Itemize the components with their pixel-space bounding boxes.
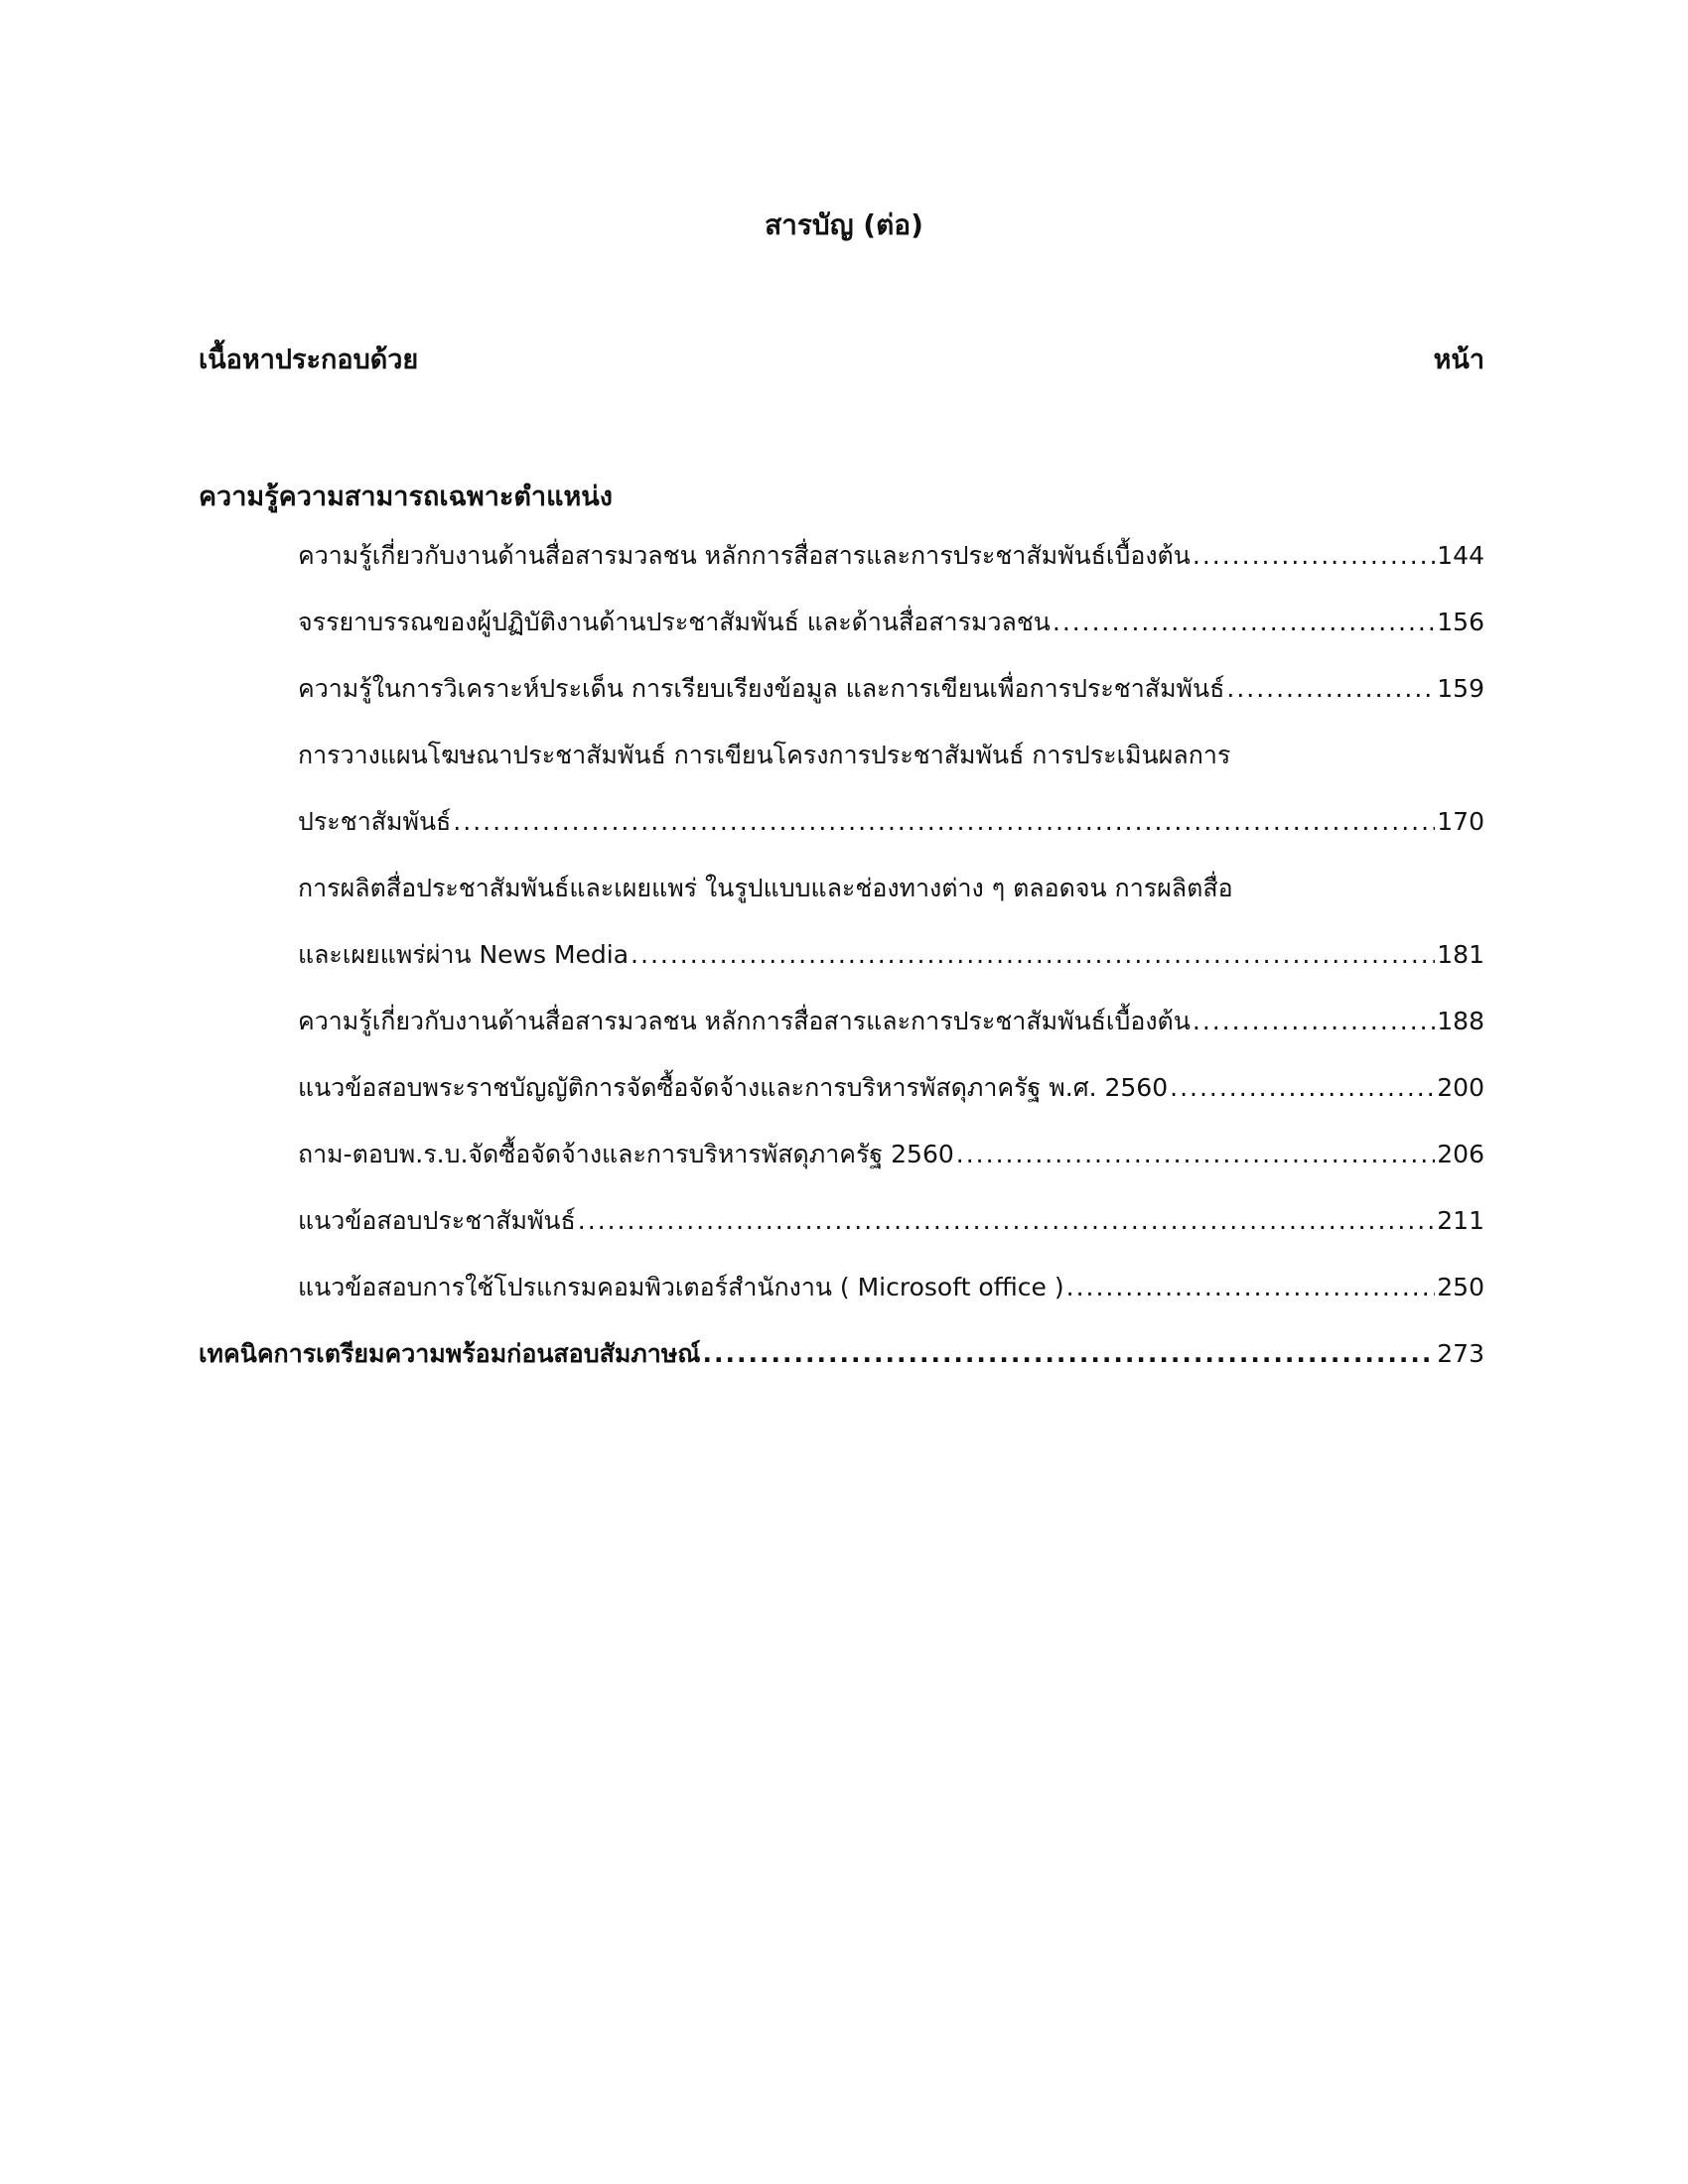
toc-entry-page: 156	[1437, 608, 1484, 636]
toc-entry-page: 181	[1437, 940, 1484, 969]
toc-entry-first-line	[0, 869, 1688, 935]
toc-entry	[0, 1002, 1688, 1068]
toc-entry-text: และเผยแพร่ผ่าน News Media	[298, 940, 630, 969]
dot-leader	[453, 802, 1435, 842]
toc-entry-text: ความรู้เกี่ยวกับงานด้านสื่อสารมวลชน หลักการสื่อสารและการประชาสัมพันธ์เบื้องต้น	[298, 541, 1191, 570]
toc-entry-top-level	[0, 1334, 1688, 1401]
toc-entry	[0, 669, 1688, 736]
toc-entry-text: ถาม-ตอบพ.ร.บ.จัดซื้อจัดจ้างและการบริหารพัสดุภาครัฐ 2560	[298, 1140, 954, 1168]
dot-leader	[1226, 669, 1435, 709]
toc-entry-text: แนวข้อสอบประชาสัมพันธ์	[298, 1206, 576, 1235]
toc-entry-page: 206	[1437, 1140, 1484, 1168]
toc-entry-text: การวางแผนโฆษณาประชาสัมพันธ์ การเขียนโครงการประชาสัมพันธ์ การประเมินผลการ	[298, 741, 1231, 769]
dot-leader	[1193, 1002, 1435, 1041]
toc-entry	[0, 1135, 1688, 1201]
toc-entry	[0, 536, 1688, 603]
toc-entry	[0, 603, 1688, 669]
toc-entry-page: 170	[1437, 807, 1484, 836]
toc-entry	[0, 1268, 1688, 1334]
toc-entry	[0, 1201, 1688, 1268]
toc-entry-text: การผลิตสื่อประชาสัมพันธ์และเผยแพร่ ในรูปแบบและช่องทางต่าง ๆ ตลอดจน การผลิตสื่อ	[298, 874, 1233, 902]
contents-header-label: เนื้อหาประกอบด้วย	[199, 344, 419, 375]
toc-entry-page: 144	[1437, 541, 1484, 570]
toc-entry-page: 200	[1437, 1073, 1484, 1102]
section-heading: ความรู้ความสามารถเฉพาะตำแหน่ง	[199, 481, 613, 512]
toc-entry-text: ความรู้เกี่ยวกับงานด้านสื่อสารมวลชน หลักการสื่อสารและการประชาสัมพันธ์เบื้องต้น	[298, 1007, 1191, 1035]
page-title: สารบัญ (ต่อ)	[765, 208, 923, 241]
column-header	[199, 338, 1484, 380]
toc-entry-page: 250	[1437, 1273, 1484, 1301]
toc-entry-page: 211	[1437, 1206, 1484, 1235]
toc-entry-text: ความรู้ในการวิเคราะห์ประเด็น การเรียบเรียงข้อมูล และการเขียนเพื่อการประชาสัมพันธ์	[298, 674, 1225, 703]
dot-leader	[1053, 603, 1435, 642]
toc-entry-text: จรรยาบรรณของผู้ปฏิบัติงานด้านประชาสัมพันธ์ และด้านสื่อสารมวลชน	[298, 608, 1051, 636]
dot-leader	[1193, 536, 1435, 576]
toc-entry-text: แนวข้อสอบพระราชบัญญัติการจัดซื้อจัดจ้างและการบริหารพัสดุภาครัฐ พ.ศ. 2560	[298, 1073, 1169, 1102]
toc-entry-first-line	[0, 736, 1688, 802]
toc-entry-text: เทคนิคการเตรียมความพร้อมก่อนสอบสัมภาษณ์	[199, 1339, 701, 1368]
toc-entry-page: 159	[1437, 674, 1484, 703]
dot-leader	[956, 1135, 1436, 1174]
page-header-label: หน้า	[1433, 344, 1484, 375]
toc-entry-text: แนวข้อสอบการใช้โปรแกรมคอมพิวเตอร์สำนักงาน ( Microsoft office )	[298, 1273, 1064, 1301]
toc-entry	[0, 802, 1688, 869]
toc-entry	[0, 1068, 1688, 1135]
dot-leader	[1066, 1268, 1436, 1307]
toc-entry	[0, 935, 1688, 1002]
dot-leader	[703, 1334, 1436, 1374]
table-of-contents	[0, 536, 1688, 1401]
toc-entry-text: ประชาสัมพันธ์	[298, 807, 452, 836]
dot-leader	[578, 1201, 1435, 1241]
dot-leader	[1170, 1068, 1435, 1108]
toc-entry-page: 273	[1437, 1339, 1484, 1368]
dot-leader	[631, 935, 1435, 975]
toc-entry-page: 188	[1437, 1007, 1484, 1035]
